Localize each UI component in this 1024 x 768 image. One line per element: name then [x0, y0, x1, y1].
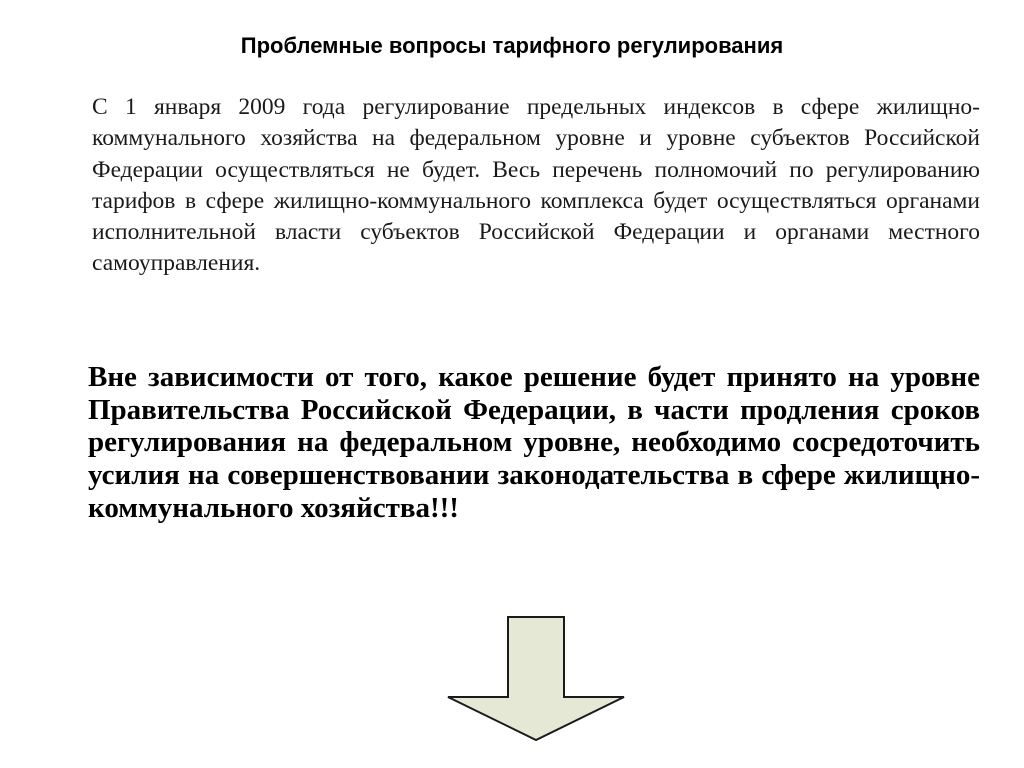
body-paragraph: С 1 января 2009 года регулирование предельных индексов в сфере жилищно-коммунального хозяйства на федеральном уровне и уровне субъектов Российской Федерации осуществляться не будет. Весь перечень полномочий по регулированию тарифов в сфере жилищно-коммунального комплекса будет осуществляться органами исполнительной власти субъектов Российской Федерации и органами местного самоуправления.	[92, 94, 980, 277]
down-arrow-shape	[448, 617, 624, 740]
emphasis-paragraph: Вне зависимости от того, какое решение будет принято на уровне Правительства Российской Федерации, в части продления сроков регулирования на федеральном уровне, необходимо сосредоточить усилия на совершенствовании законодательства в сфере жилищно-коммунального хозяйства!!!	[88, 361, 980, 524]
slide-title: Проблемные вопросы тарифного регулирования	[240, 33, 784, 58]
down-arrow-icon	[446, 616, 626, 742]
